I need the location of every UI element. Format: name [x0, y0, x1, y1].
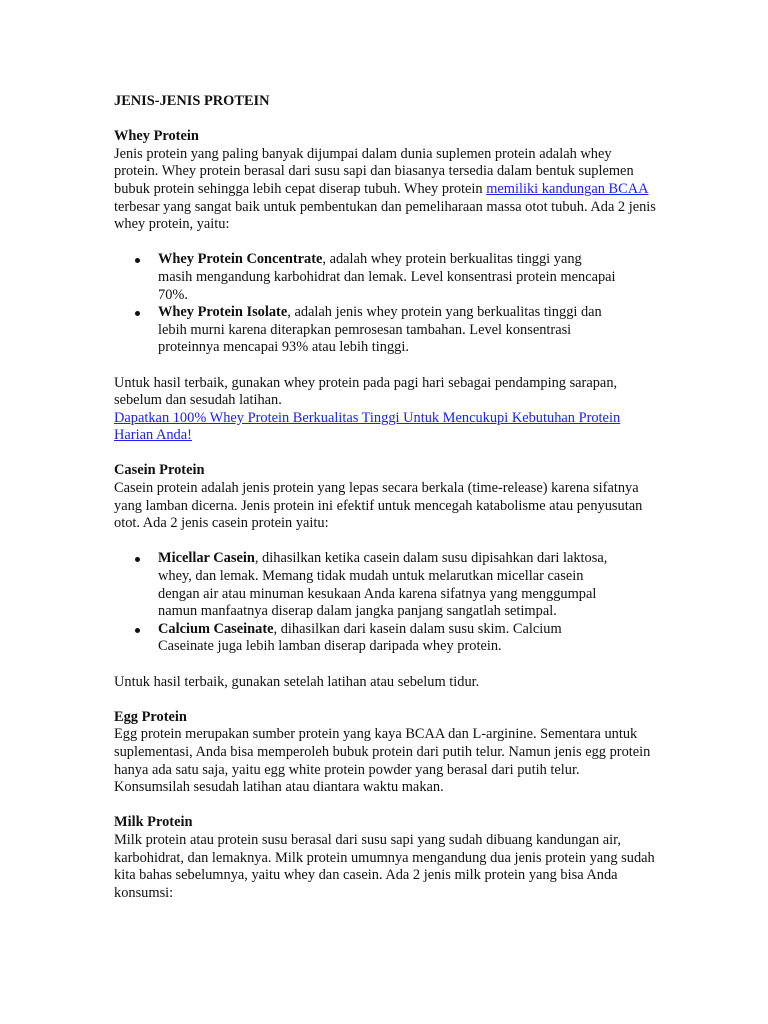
term-whey-isolate: Whey Protein Isolate: [158, 304, 288, 321]
egg-body-paragraph: Egg protein merupakan sumber protein yang kaya BCAA dan L-arginine. Sementara untuk suplementasi, Anda bisa memperoleh bubuk protein dari putih telur. Namun jenis egg protein hanya ada satu saja, yaitu egg white protein powder yang berasal dari putih telur. Konsumsilah sesudah latihan atau diantara waktu makan.: [114, 726, 651, 796]
list-item-whey-concentrate: [114, 251, 619, 304]
spacer: [114, 357, 659, 375]
whey-cta-link[interactable]: Dapatkan 100% Whey Protein Berkualitas Tinggi Untuk Mencukupi Kebutuhan Protein Harian Anda!: [114, 409, 621, 444]
whey-intro-paragraph: [114, 146, 659, 234]
list-item-micellar-casein: [114, 550, 619, 620]
casein-tip-paragraph: Untuk hasil terbaik, gunakan setelah latihan atau sebelum tidur.: [114, 673, 480, 690]
spacer: [114, 533, 659, 551]
section-whey-protein: [114, 128, 659, 445]
section-casein-protein: [114, 462, 659, 691]
bullet-icon: [135, 311, 140, 316]
term-calcium-caseinate: Calcium Caseinate: [158, 620, 274, 637]
spacer: [114, 234, 659, 252]
spacer: [114, 111, 659, 129]
term-micellar-casein: Micellar Casein: [158, 550, 255, 567]
whey-tip-paragraph: Untuk hasil terbaik, gunakan whey protein pada pagi hari sebagai pendamping sarapan, sebelum dan sesudah latihan.: [114, 374, 618, 409]
whey-intro-after: terbesar yang sangat baik untuk pembentukan dan pemeliharaan massa otot tubuh. Ada 2 jenis whey protein, yaitu:: [114, 198, 656, 233]
whey-cta-paragraph: [114, 410, 659, 445]
section-heading-milk: Milk Protein: [114, 814, 193, 831]
section-heading-whey: Whey Protein: [114, 128, 199, 145]
section-milk-protein: [114, 814, 659, 902]
whey-types-list: [114, 251, 619, 357]
list-item-whey-isolate: [114, 304, 619, 357]
spacer: [114, 691, 659, 709]
section-heading-casein: Casein Protein: [114, 462, 205, 479]
casein-intro-paragraph: Casein protein adalah jenis protein yang lepas secara berkala (time-release) karena sifatnya yang lamban dicerna. Jenis protein ini efektif untuk mencegah katabolisme atau penyusutan otot. Ada 2 jenis casein protein yaitu:: [114, 480, 643, 532]
spacer: [114, 445, 659, 463]
bullet-icon: [135, 258, 140, 263]
document-title: JENIS-JENIS PROTEIN: [114, 93, 270, 109]
desc-calcium-caseinate: , dihasilkan dari kasein dalam susu skim. Calcium Caseinate juga lebih lamban diserap daripada whey protein.: [158, 620, 562, 655]
milk-body-paragraph: Milk protein atau protein susu berasal dari susu sapi yang sudah dibuang kandungan air, karbohidrat, dan lemaknya. Milk protein umumnya mengandung dua jenis protein yang sudah kita bahas sebelumnya, yaitu whey dan casein. Ada 2 jenis milk protein yang bisa Anda konsumsi:: [114, 831, 655, 901]
bullet-icon: [135, 557, 140, 562]
desc-whey-concentrate: , adalah whey protein berkualitas tinggi yang masih mengandung karbohidrat dan lemak. Level konsentrasi protein mencapai 70%.: [158, 251, 616, 303]
section-egg-protein: [114, 709, 659, 797]
list-item-calcium-caseinate: [114, 621, 619, 656]
spacer: [114, 656, 659, 674]
bullet-icon: [135, 628, 140, 633]
section-heading-egg: Egg Protein: [114, 708, 187, 725]
document-page: [114, 93, 659, 902]
spacer: [114, 797, 659, 815]
casein-types-list: [114, 550, 619, 656]
whey-intro-text: Jenis protein yang paling banyak dijumpai dalam dunia suplemen protein adalah whey protein. Whey protein berasal dari susu sapi dan biasanya tersedia dalam bentuk suplemen bubuk protein sehingga lebih cepat diserap tubuh. Whey protein: [114, 145, 634, 197]
term-whey-concentrate: Whey Protein Concentrate: [158, 251, 323, 268]
desc-micellar-casein: , dihasilkan ketika casein dalam susu dipisahkan dari laktosa, whey, dan lemak. Memang tidak mudah untuk melarutkan micellar casein dengan air atau minuman kesukaan Anda karena sifatnya yang menggumpal namun manfaatnya diserap dalam jangka panjang sangatlah setimpal.: [158, 550, 608, 620]
bcaa-link[interactable]: memiliki kandungan BCAA: [486, 180, 649, 197]
desc-whey-isolate: , adalah jenis whey protein yang berkualitas tinggi dan lebih murni karena diterapkan pemrosesan tambahan. Level konsentrasi proteinnya mencapai 93% atau lebih tinggi.: [158, 304, 602, 356]
